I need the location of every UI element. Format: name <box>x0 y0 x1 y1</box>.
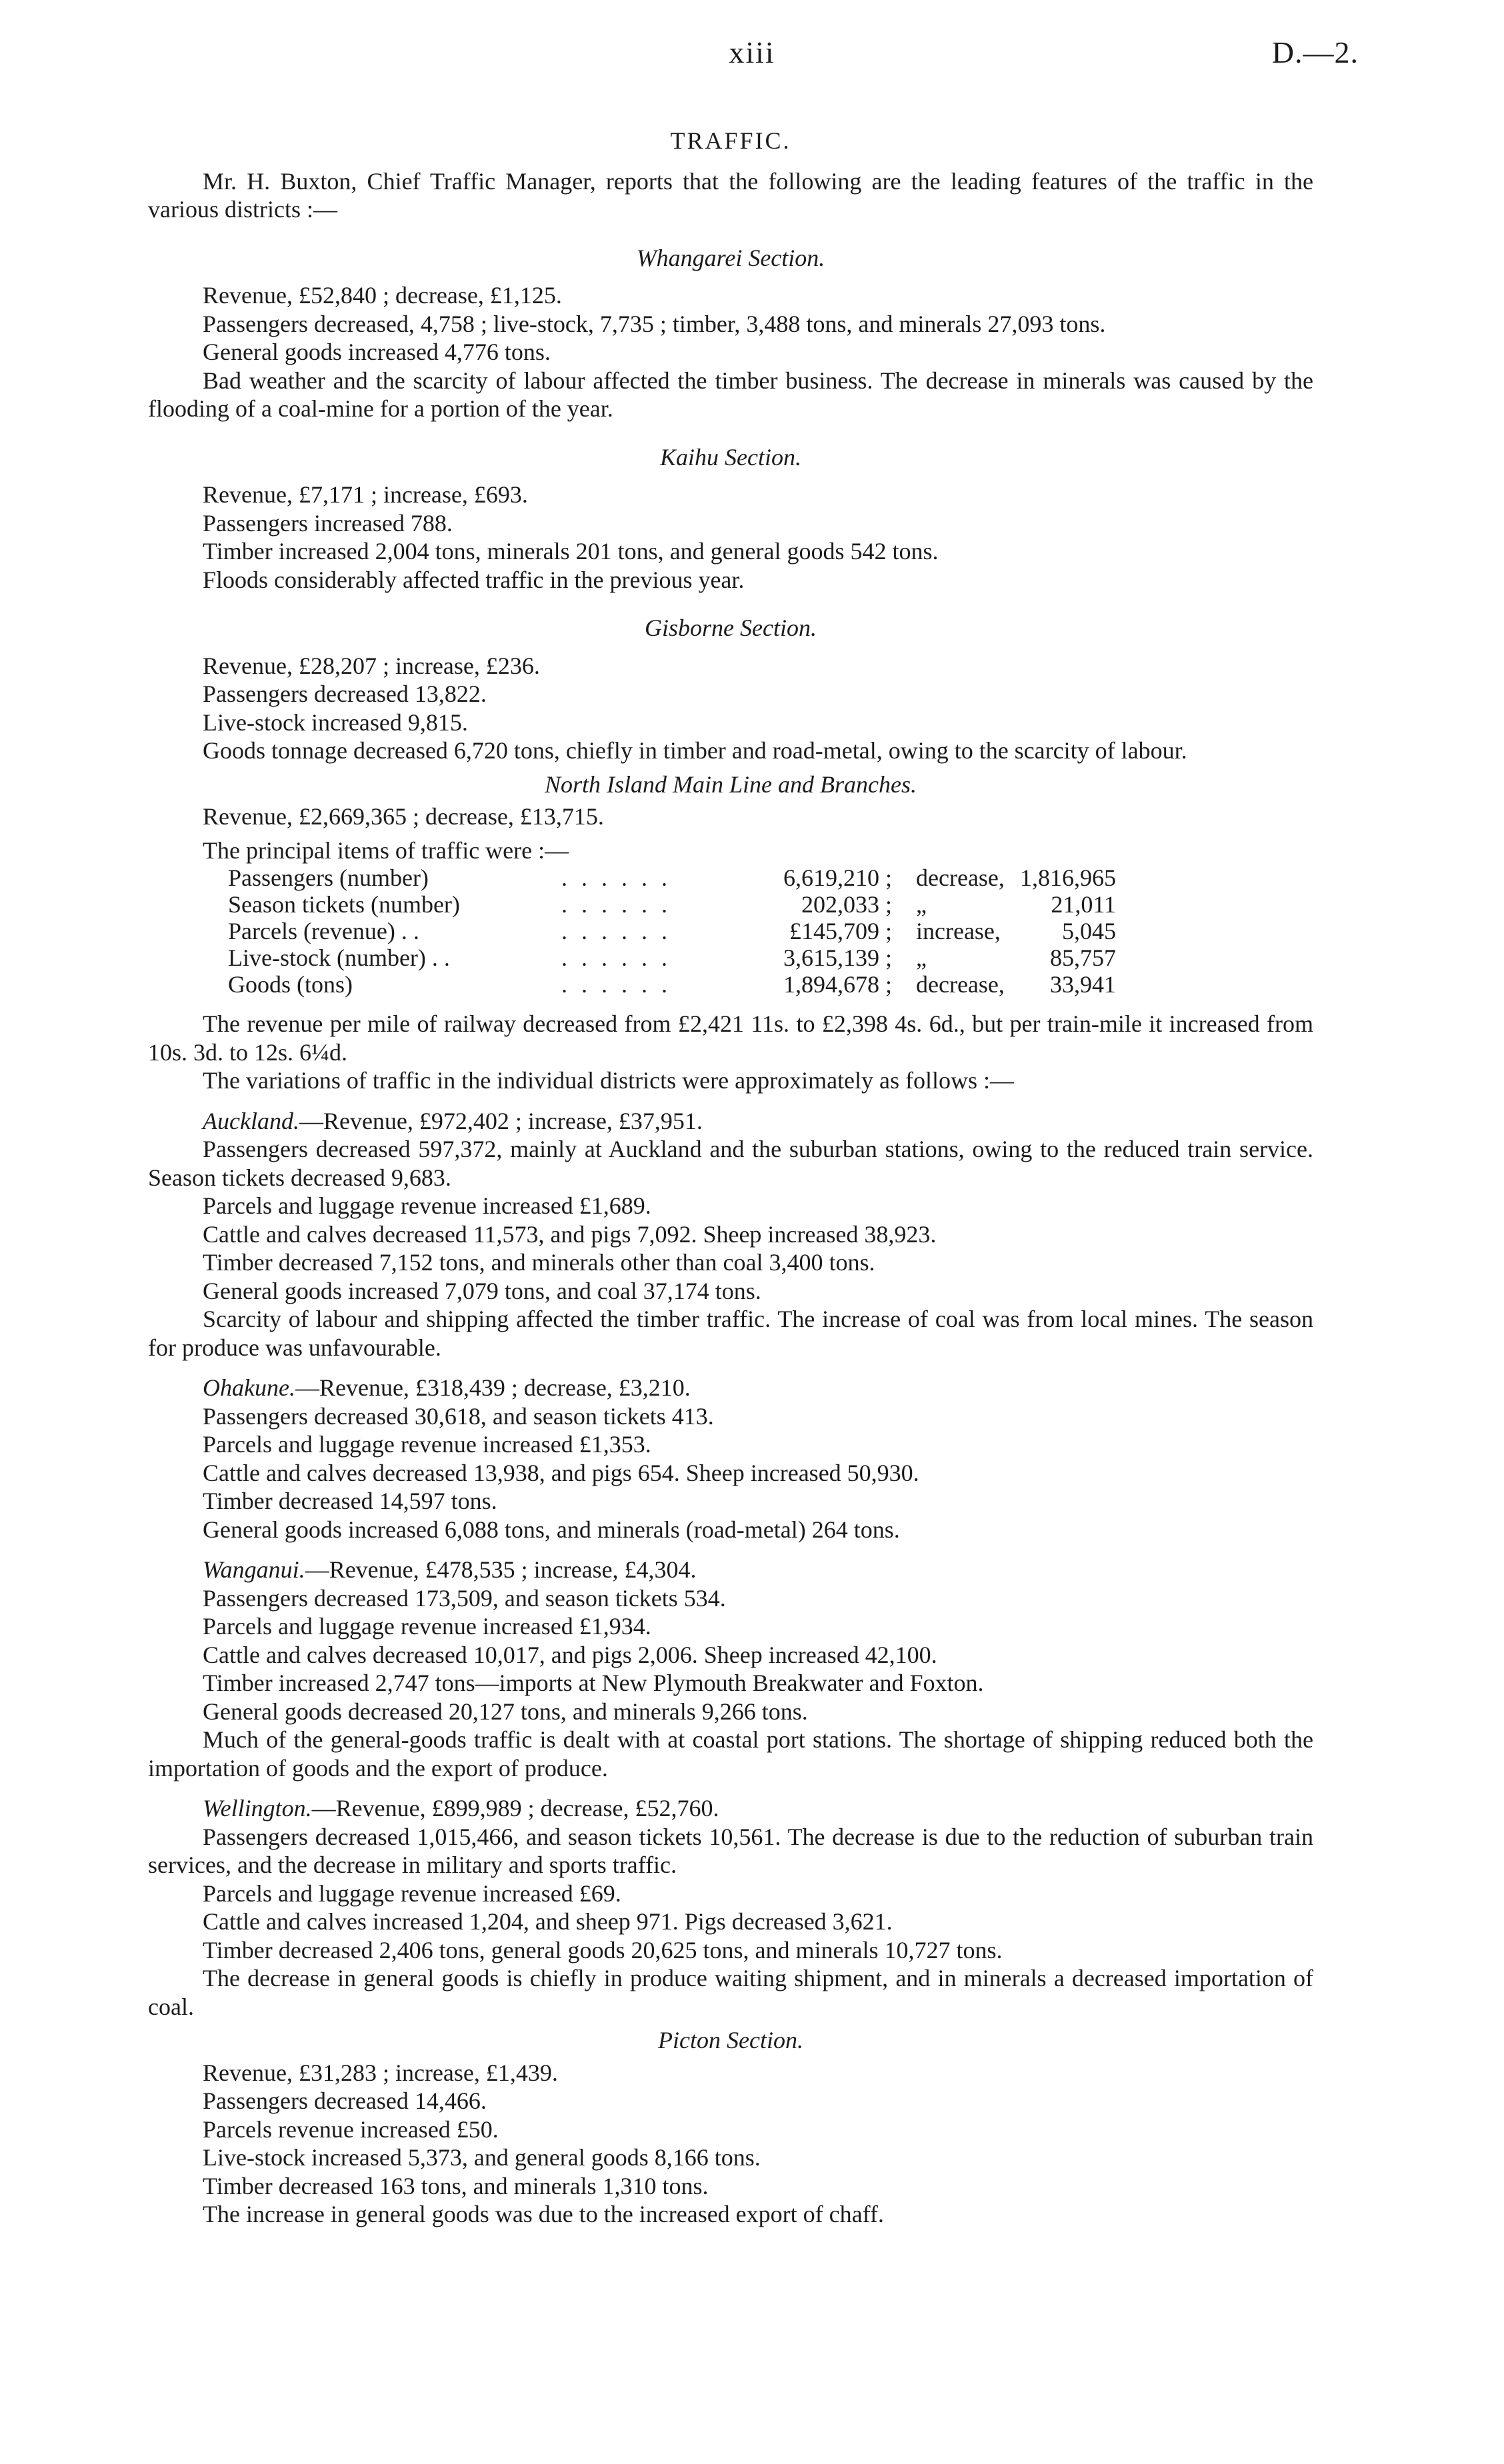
items-intro: The principal items of traffic were :— <box>203 836 569 864</box>
item-label: Passengers (number) <box>228 864 429 891</box>
auckland-passengers: Passengers decreased 597,372, mainly at Auckland and the suburban stations, owing to the reduced train service. Season tickets decreased 9,683. <box>148 1136 1313 1191</box>
item-value: £145,709 ; <box>789 918 892 944</box>
kaihu-revenue: Revenue, £7,171 ; increase, £693. <box>203 481 528 508</box>
wanganui-district-name: Wanganui. <box>203 1556 305 1583</box>
ohakune-goods: General goods increased 6,088 tons, and minerals (road-metal) 264 tons. <box>203 1516 900 1543</box>
table-row <box>228 864 1116 891</box>
kaihu-passengers: Passengers increased 788. <box>203 509 453 537</box>
wanganui-revenue <box>148 1556 1313 1584</box>
picton-revenue: Revenue, £31,283 ; increase, £1,439. <box>203 2059 558 2086</box>
kaihu-goods: Timber increased 2,004 tons, minerals 201 tons, and general goods 542 tons. <box>203 538 939 565</box>
ohakune-district-name: Ohakune. <box>203 1374 295 1401</box>
item-change: increase, <box>916 918 1001 944</box>
leader-dots: . . . . . . <box>561 918 671 944</box>
auckland-revenue <box>148 1107 1313 1136</box>
table-row <box>228 971 1116 998</box>
item-label: Season tickets (number) <box>228 891 460 918</box>
picton-heading: Picton Section. <box>658 2027 803 2053</box>
picton-passengers: Passengers decreased 14,466. <box>203 2087 487 2114</box>
wanganui-cattle: Cattle and calves decreased 10,017, and pigs 2,006. Sheep increased 42,100. <box>203 1641 937 1668</box>
page-title: TRAFFIC. <box>670 127 791 154</box>
whangarei-remarks: Bad weather and the scarcity of labour affected the timber business. The decrease in minerals was caused by the flooding of a coal-mine for a portion of the year. <box>148 367 1313 422</box>
wellington-remarks: The decrease in general goods is chiefly in produce waiting shipment, and in minerals a decreased importation of coal. <box>148 1965 1313 2020</box>
gisborne-heading: Gisborne Section. <box>645 615 817 641</box>
auckland-cattle: Cattle and calves decreased 11,573, and pigs 7,092. Sheep increased 38,923. <box>203 1220 937 1248</box>
item-change: decrease, <box>916 971 1005 998</box>
picton-timber: Timber decreased 163 tons, and minerals 1,310 tons. <box>203 2172 709 2199</box>
whangarei-revenue: Revenue, £52,840 ; decrease, £1,125. <box>203 282 562 309</box>
item-value: 1,894,678 ; <box>783 971 892 998</box>
page-number: xiii <box>729 35 775 69</box>
item-change: decrease, <box>916 864 1005 891</box>
table-row <box>228 944 1116 971</box>
whangarei-goods: General goods increased 4,776 tons. <box>203 339 551 365</box>
intro-paragraph: Mr. H. Buxton, Chief Traffic Manager, reports that the following are the leading features of the traffic in the various districts :— <box>148 167 1313 223</box>
wanganui-remarks: Much of the general-goods traffic is dealt with at coastal port stations. The shortage of shipping reduced both the importation of goods and the export of produce. <box>148 1726 1313 1782</box>
leader-dots: . . . . . . <box>561 864 671 891</box>
picton-livestock: Live-stock increased 5,373, and general goods 8,166 tons. <box>203 2144 761 2171</box>
item-amount: 21,011 <box>1051 891 1116 918</box>
item-amount: 5,045 <box>1062 918 1116 944</box>
whangarei-heading: Whangarei Section. <box>636 244 825 271</box>
gisborne-revenue: Revenue, £28,207 ; increase, £236. <box>203 652 540 679</box>
wanganui-revenue-text: —Revenue, £478,535 ; increase, £4,304. <box>305 1556 697 1583</box>
item-label: Live-stock (number) . . <box>228 944 450 971</box>
ohakune-timber: Timber decreased 14,597 tons. <box>203 1488 497 1514</box>
item-value: 3,615,139 ; <box>783 944 892 971</box>
north-island-revenue: Revenue, £2,669,365 ; decrease, £13,715. <box>203 803 604 830</box>
picton-parcels: Parcels revenue increased £50. <box>203 2115 499 2143</box>
kaihu-remarks: Floods considerably affected traffic in the previous year. <box>203 566 745 593</box>
leader-dots: . . . . . . <box>561 891 671 918</box>
ohakune-revenue-text: —Revenue, £318,439 ; decrease, £3,210. <box>295 1374 691 1401</box>
ohakune-cattle: Cattle and calves decreased 13,938, and pigs 654. Sheep increased 50,930. <box>203 1459 919 1486</box>
auckland-remarks: Scarcity of labour and shipping affected the timber traffic. The increase of coal was from local mines. The season for produce was unfavourable. <box>148 1306 1313 1361</box>
wellington-passengers: Passengers decreased 1,015,466, and season tickets 10,561. The decrease is due to the reduction of suburban train services, and the decrease in military and sports traffic. <box>148 1823 1313 1878</box>
item-label: Goods (tons) <box>228 971 353 998</box>
gisborne-livestock: Live-stock increased 9,815. <box>203 708 468 736</box>
ohakune-passengers: Passengers decreased 30,618, and season tickets 413. <box>203 1402 714 1430</box>
north-island-heading: North Island Main Line and Branches. <box>545 770 917 798</box>
wellington-timber: Timber decreased 2,406 tons, general goods 20,625 tons, and minerals 10,727 tons. <box>203 1936 1003 1963</box>
wellington-revenue <box>148 1794 1313 1823</box>
kaihu-heading: Kaihu Section. <box>660 443 801 471</box>
auckland-revenue-text: —Revenue, £972,402 ; increase, £37,951. <box>299 1107 703 1134</box>
table-row <box>228 891 1116 918</box>
traffic-items-table <box>228 864 1116 998</box>
ohakune-revenue <box>148 1374 1313 1402</box>
wellington-district-name: Wellington. <box>203 1795 312 1822</box>
auckland-goods: General goods increased 7,079 tons, and coal 37,174 tons. <box>203 1277 761 1304</box>
wellington-revenue-text: —Revenue, £899,989 ; decrease, £52,760. <box>311 1795 719 1822</box>
wanganui-passengers: Passengers decreased 173,509, and season tickets 534. <box>203 1584 726 1612</box>
report-body <box>148 127 1313 2229</box>
wanganui-timber: Timber increased 2,747 tons—imports at New Plymouth Breakwater and Foxton. <box>203 1670 984 1696</box>
variations-intro: The variations of traffic in the individual districts were approximately as follows :— <box>203 1067 1015 1094</box>
item-amount: 85,757 <box>1050 944 1116 971</box>
picton-remarks: The increase in general goods was due to the increased export of chaff. <box>203 2201 884 2227</box>
leader-dots: . . . . . . <box>561 944 671 971</box>
ohakune-parcels: Parcels and luggage revenue increased £1,353. <box>203 1431 651 1458</box>
gisborne-goods: Goods tonnage decreased 6,720 tons, chiefly in timber and road-metal, owing to the scarcity of labour. <box>203 737 1187 764</box>
wellington-parcels: Parcels and luggage revenue increased £69. <box>203 1879 621 1907</box>
table-row <box>228 918 1116 944</box>
gisborne-passengers: Passengers decreased 13,822. <box>203 680 487 707</box>
wellington-cattle: Cattle and calves increased 1,204, and sheep 971. Pigs decreased 3,621. <box>203 1908 893 1935</box>
item-change: „ <box>916 891 927 918</box>
wanganui-goods: General goods decreased 20,127 tons, and minerals 9,266 tons. <box>203 1698 808 1725</box>
item-change: „ <box>916 944 927 971</box>
item-label: Parcels (revenue) . . <box>228 918 419 944</box>
wanganui-parcels: Parcels and luggage revenue increased £1,934. <box>203 1613 651 1640</box>
revenue-per-mile: The revenue per mile of railway decreased from £2,421 11s. to £2,398 4s. 6d., but per train-mile it increased from 10s. 3d. to 12s. 6¼d. <box>148 1010 1313 1066</box>
item-value: 202,033 ; <box>801 891 892 918</box>
leader-dots: . . . . . . <box>561 971 671 998</box>
auckland-district-name: Auckland. <box>203 1107 299 1134</box>
item-value: 6,619,210 ; <box>783 864 892 891</box>
item-amount: 33,941 <box>1050 971 1116 998</box>
auckland-parcels: Parcels and luggage revenue increased £1,689. <box>203 1192 651 1219</box>
whangarei-passengers: Passengers decreased, 4,758 ; live-stock, 7,735 ; timber, 3,488 tons, and minerals 27,093 tons. <box>203 310 1106 337</box>
auckland-timber: Timber decreased 7,152 tons, and minerals other than coal 3,400 tons. <box>203 1249 875 1276</box>
document-reference: D.—2. <box>1271 35 1359 69</box>
item-amount: 1,816,965 <box>1020 864 1116 891</box>
